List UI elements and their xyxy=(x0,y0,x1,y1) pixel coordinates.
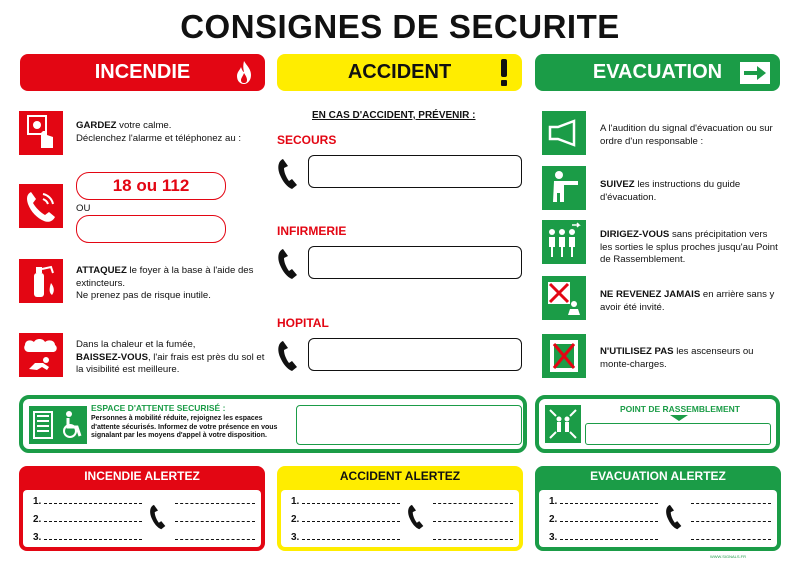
evacuation-step3-text: sans précipitation vers les sorties le splus proches jusqu'au Point de Rassemblement. xyxy=(600,229,778,265)
phone-icon xyxy=(405,504,427,530)
incendie-step1-bold: GARDEZ xyxy=(76,120,117,131)
incendie-header xyxy=(20,54,265,91)
alert-line-field[interactable] xyxy=(44,496,142,504)
alert-row-number: 2. xyxy=(33,514,42,525)
secours-label: SECOURS xyxy=(277,133,337,147)
incendie-step1-text: votre calme. xyxy=(116,120,172,131)
alert-line-field[interactable] xyxy=(175,496,255,504)
waiting-area-panel xyxy=(19,395,527,453)
alert-line-field[interactable] xyxy=(302,514,400,522)
accident-alert-card xyxy=(277,466,523,551)
incendie-alert-title: INCENDIE ALERTEZ xyxy=(84,469,200,483)
emergency-number: 18 ou 112 xyxy=(76,172,226,200)
phone-icon xyxy=(147,504,169,530)
evacuation-step2-bold: SUIVEZ xyxy=(600,179,635,190)
evacuation-step1: A l'audition du signal d'évacuation ou sur ordre d'un responsable : xyxy=(600,123,773,147)
arrow-right-icon xyxy=(740,62,770,84)
alert-line-field[interactable] xyxy=(433,532,513,540)
group-exit-icon xyxy=(542,220,586,264)
incendie-step4-text: , l'air frais est près du sol et la visibilité est meilleure. xyxy=(76,351,265,375)
accident-header-label: ACCIDENT xyxy=(347,61,452,83)
wheelchair-icon xyxy=(29,406,87,444)
alert-line-field[interactable] xyxy=(302,496,400,504)
exclamation-icon xyxy=(500,59,508,86)
smoke-person-icon xyxy=(19,333,63,377)
infirmerie-label: INFIRMERIE xyxy=(277,224,347,238)
siren-icon xyxy=(542,111,586,155)
alt-number-field[interactable] xyxy=(76,215,226,243)
evacuation-step4-bold: NE REVENEZ JAMAIS xyxy=(600,289,701,300)
incendie-step1-line2: Déclenchez l'alarme et téléphonez au : xyxy=(76,132,242,144)
hopital-number-field[interactable] xyxy=(308,338,522,371)
no-elevator-icon xyxy=(542,334,586,378)
infirmerie-number-field[interactable] xyxy=(308,246,522,279)
alarm-button-icon xyxy=(19,111,63,155)
extinguisher-icon xyxy=(19,259,63,303)
waiting-area-text: Personnes à mobilité réduite, rejoignez les espaces d'attente sécurisés. Informez de votre présence en vous signalant par les moyens d'appel à votre disposition. xyxy=(91,415,278,439)
evacuation-step3-bold: DIRIGEZ-VOUS xyxy=(600,229,670,240)
evacuation-step5-bold: N'UTILISEZ PAS xyxy=(600,346,674,357)
phone-icon xyxy=(277,340,299,372)
alert-row-number: 1. xyxy=(549,496,558,507)
alert-line-field[interactable] xyxy=(44,532,142,540)
incendie-header-label: INCENDIE xyxy=(94,61,191,83)
evacuation-step4-text: en arrière sans y avoir été invité. xyxy=(600,289,775,313)
assembly-point-icon xyxy=(545,405,581,443)
alert-line-field[interactable] xyxy=(433,496,513,504)
alert-line-field[interactable] xyxy=(560,496,658,504)
alert-row-number: 1. xyxy=(291,496,300,507)
evacuation-step5-text: les ascenseurs ou monte-charges. xyxy=(600,346,754,370)
assembly-point-panel xyxy=(535,395,780,453)
accident-header xyxy=(277,54,522,91)
chevron-down-icon xyxy=(670,415,688,421)
flame-icon xyxy=(235,60,253,85)
incendie-step3-bold: ATTAQUEZ xyxy=(76,265,127,276)
phone-icon xyxy=(663,504,685,530)
alert-row-number: 1. xyxy=(33,496,42,507)
alert-row-number: 3. xyxy=(549,532,558,543)
evacuation-header-label: EVACUATION xyxy=(592,61,723,83)
alert-line-field[interactable] xyxy=(175,514,255,522)
waiting-area-field[interactable] xyxy=(296,405,522,445)
assembly-point-field[interactable] xyxy=(585,423,771,445)
ou-label: OU xyxy=(76,203,91,214)
alert-line-field[interactable] xyxy=(44,514,142,522)
evacuation-header xyxy=(535,54,780,91)
incendie-step4-bold: BAISSEZ-VOUS xyxy=(76,351,148,363)
assembly-point-title: POINT DE RASSEMBLEMENT xyxy=(620,404,740,414)
incendie-alert-card xyxy=(19,466,265,551)
hopital-label: HOPITAL xyxy=(277,316,329,330)
incendie-step3-text: le foyer à la base à l'aide des extincteurs. xyxy=(76,265,254,289)
alert-line-field[interactable] xyxy=(560,532,658,540)
secours-number-field[interactable] xyxy=(308,155,522,188)
evacuation-alert-card xyxy=(535,466,781,551)
accident-alert-title: ACCIDENT ALERTEZ xyxy=(339,469,461,483)
waiting-area-title: ESPACE D'ATTENTE SECURISÉ : xyxy=(91,403,226,413)
alert-row-number: 2. xyxy=(549,514,558,525)
footer-url: WWW.SIGNALS.FR xyxy=(710,554,746,559)
incendie-step3-line2: Ne prenez pas de risque inutile. xyxy=(76,290,211,301)
phone-icon xyxy=(277,158,299,190)
alert-line-field[interactable] xyxy=(691,496,771,504)
alert-row-number: 3. xyxy=(33,532,42,543)
alert-line-field[interactable] xyxy=(691,532,771,540)
alert-line-field[interactable] xyxy=(691,514,771,522)
alert-line-field[interactable] xyxy=(302,532,400,540)
evacuation-step2-text: les instructions du guide d'évacuation. xyxy=(600,179,741,203)
alert-row-number: 2. xyxy=(291,514,300,525)
no-return-icon xyxy=(542,276,586,320)
alert-line-field[interactable] xyxy=(560,514,658,522)
guide-icon xyxy=(542,166,586,210)
page-title: CONSIGNES DE SECURITE xyxy=(180,8,620,45)
evacuation-alert-title: EVACUATION ALERTEZ xyxy=(590,469,726,483)
alert-line-field[interactable] xyxy=(175,532,255,540)
phone-icon xyxy=(277,248,299,280)
alert-line-field[interactable] xyxy=(433,514,513,522)
accident-intro: EN CAS D'ACCIDENT, PRÉVENIR : xyxy=(312,110,476,121)
incendie-step4-line1: Dans la chaleur et la fumée, xyxy=(76,339,196,350)
phone-icon xyxy=(19,184,63,228)
alert-row-number: 3. xyxy=(291,532,300,543)
